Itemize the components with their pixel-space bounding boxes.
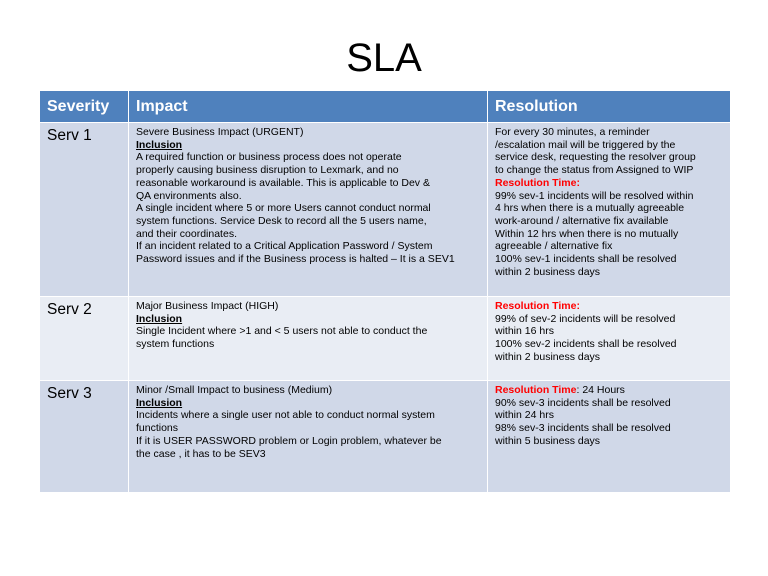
header-severity: Severity	[40, 91, 129, 123]
impact-cell	[129, 381, 488, 493]
resolution-line: 100% sev-2 incidents shall be resolved	[495, 338, 677, 351]
impact-cell	[129, 297, 488, 381]
resolution-line: 100% sev-1 incidents shall be resolved	[495, 253, 677, 266]
resolution-line: work-around / alternative fix available	[495, 214, 669, 227]
resolution-line: 99% sev-1 incidents will be resolved within	[495, 189, 694, 202]
impact-title: Severe Business Impact (URGENT)	[136, 126, 304, 138]
resolution-time-label: Resolution Time:	[495, 300, 580, 312]
resolution-line: within 5 business days	[495, 434, 601, 447]
resolution-line: 98% sev-3 incidents shall be resolved	[495, 422, 671, 435]
impact-line: Password issues and if the Business process is halted – It is a SEV1	[136, 253, 455, 266]
resolution-cell	[488, 297, 731, 381]
header-impact: Impact	[129, 91, 488, 123]
inclusion-label: Inclusion	[136, 312, 183, 325]
severity-cell: Serv 1	[40, 123, 129, 297]
resolution-time-line	[495, 384, 723, 397]
slide-title: SLA	[346, 36, 422, 80]
impact-cell	[129, 123, 488, 297]
resolution-line: service desk, requesting the resolver group	[495, 151, 696, 164]
resolution-time-label: Resolution Time:	[495, 176, 580, 189]
resolution-line: 4 hrs when there is a mutually agreeable	[495, 202, 685, 215]
impact-line: reasonable workaround is available. This is applicable to Dev &	[136, 176, 430, 189]
resolution-line: For every 30 minutes, a reminder	[495, 126, 650, 138]
sla-table	[39, 90, 731, 493]
impact-line: A single incident where 5 or more Users cannot conduct normal	[136, 202, 431, 215]
impact-line: system functions. Service Desk to record all the 5 users name,	[136, 214, 427, 227]
impact-line: properly causing business disruption to Lexmark, and no	[136, 164, 399, 177]
resolution-line: /escalation mail will be triggered by the	[495, 138, 676, 151]
resolution-line: within 2 business days	[495, 350, 601, 363]
header-resolution: Resolution	[488, 91, 731, 123]
resolution-line: within 24 hrs	[495, 409, 554, 422]
resolution-line: to change the status from Assigned to WIP	[495, 164, 694, 177]
resolution-cell	[488, 123, 731, 297]
resolution-line: 90% sev-3 incidents shall be resolved	[495, 396, 671, 409]
inclusion-label: Inclusion	[136, 396, 183, 409]
resolution-line: within 2 business days	[495, 265, 601, 278]
impact-line: the case , it has to be SEV3	[136, 447, 266, 460]
resolution-time-label: Resolution Time	[495, 384, 577, 396]
impact-title: Minor /Small Impact to business (Medium)	[136, 384, 333, 396]
table-row	[40, 381, 731, 493]
impact-line: If it is USER PASSWORD problem or Login problem, whatever be	[136, 434, 442, 447]
resolution-line: within 16 hrs	[495, 325, 554, 338]
severity-cell: Serv 3	[40, 381, 129, 493]
impact-line: functions	[136, 422, 179, 435]
impact-line: Incidents where a single user not able to conduct normal system	[136, 409, 435, 422]
impact-title: Major Business Impact (HIGH)	[136, 300, 279, 312]
impact-line: and their coordinates.	[136, 227, 237, 240]
header-row	[40, 91, 731, 123]
resolution-line: agreeable / alternative fix	[495, 240, 613, 253]
impact-line: A required function or business process does not operate	[136, 151, 402, 164]
resolution-line: Within 12 hrs when there is no mutually	[495, 227, 679, 240]
resolution-time-value: : 24 Hours	[576, 384, 625, 396]
severity-cell: Serv 2	[40, 297, 129, 381]
resolution-cell	[488, 381, 731, 493]
table-row	[40, 123, 731, 297]
impact-line: system functions	[136, 338, 215, 351]
impact-line: QA environments also.	[136, 189, 242, 202]
table-row	[40, 297, 731, 381]
resolution-line: 99% of sev-2 incidents will be resolved	[495, 312, 676, 325]
impact-line: If an incident related to a Critical Application Password / System	[136, 240, 433, 253]
inclusion-label: Inclusion	[136, 138, 183, 151]
impact-line: Single Incident where >1 and < 5 users not able to conduct the	[136, 325, 428, 338]
